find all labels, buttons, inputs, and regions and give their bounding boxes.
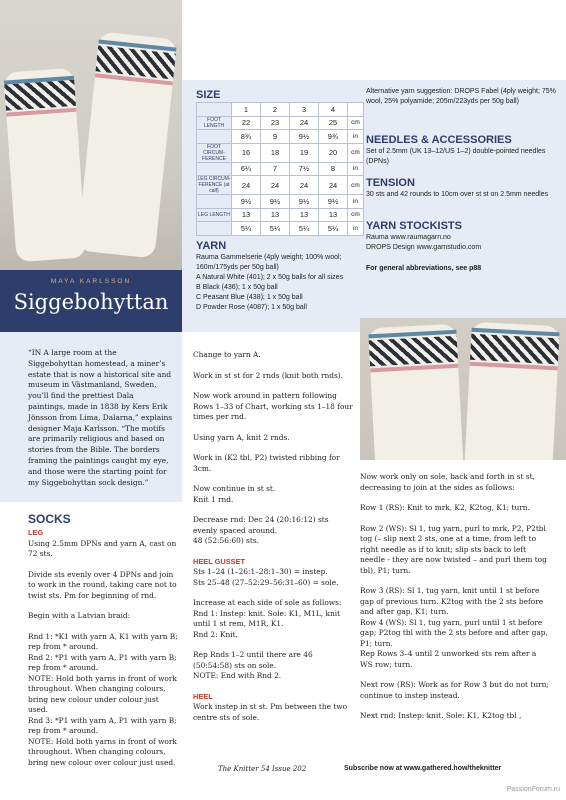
size-unit: cm bbox=[348, 176, 364, 195]
size-row bbox=[197, 162, 364, 176]
size-unit: in bbox=[348, 130, 364, 144]
subscribe-link[interactable]: Subscribe now at www.gathered.how/theknitter bbox=[344, 765, 502, 772]
size-cell: 13 bbox=[232, 208, 261, 222]
paragraph: Work instep in st st. Pm between the two centre sts of sole. bbox=[193, 702, 348, 722]
paragraph: Divide sts evenly over 4 DPNs and join to work in the round, taking care not to twist sts. Pm for beginning of rnd. bbox=[28, 569, 177, 600]
info-panel bbox=[182, 80, 566, 332]
yarn-heading: YARN bbox=[196, 240, 227, 252]
size-cell: 1 bbox=[232, 103, 261, 117]
size-cell: 9½ bbox=[290, 130, 319, 144]
size-row bbox=[197, 130, 364, 144]
size-cell: 24 bbox=[319, 176, 348, 195]
paragraph: NOTE: End with Rnd 2. bbox=[193, 671, 282, 680]
paragraph: Begin with a Latvian braid: bbox=[28, 611, 131, 620]
heel-heading: HEEL bbox=[193, 691, 213, 701]
paragraph: Now continue in st st. bbox=[193, 484, 276, 493]
size-unit: cm bbox=[348, 116, 364, 130]
size-heading: SIZE bbox=[196, 89, 221, 101]
paragraph: Using 2.5mm DPNs and yarn A, cast on 72 sts. bbox=[28, 538, 177, 558]
size-unit bbox=[348, 103, 364, 117]
page-footer bbox=[0, 765, 566, 785]
size-cell: 9 bbox=[261, 130, 290, 144]
paragraph: Knit 1 rnd. bbox=[193, 494, 234, 504]
heel-gusset-heading: HEEL GUSSET bbox=[193, 556, 246, 566]
size-cell: 22 bbox=[232, 116, 261, 130]
paragraph: Rnd 2: Knit. bbox=[193, 629, 238, 639]
size-row-label bbox=[197, 195, 232, 209]
socks-heading: SOCKS bbox=[28, 512, 71, 526]
paragraph: Increase at each side of sole as follows: bbox=[193, 598, 342, 607]
size-cell: 6¼ bbox=[232, 162, 261, 176]
yarn-line: A Natural White (401); 2 x 50g balls for all sizes bbox=[196, 274, 344, 281]
paragraph: Row 2 (WS): Sl 1, tug yarn, purl to mrk, P2, P2tbl tog (– slip next 2 sts, one at a time, from left to right needle as if to knit; slip sts back to left needle - they are now twisted – and purl them tog tbl), P1; turn. bbox=[360, 523, 547, 575]
paragraph: Rep Rnds 1–2 until there are 46 (50:54:58) sts on sole. bbox=[193, 650, 313, 670]
size-cell: 5¼ bbox=[319, 222, 348, 236]
size-cell: 5¼ bbox=[261, 222, 290, 236]
alt-yarn-text: Alternative yarn suggestion: DROPS Fabel (4ply weight; 75% wool, 25% polyamide; 205m/223yds per 50g ball) bbox=[366, 88, 556, 105]
size-row-label bbox=[197, 103, 232, 117]
author-name: MAYA KARLSSON bbox=[50, 278, 132, 285]
size-row-label: FOOT CIRCUM-FERENCE bbox=[197, 143, 232, 162]
size-cell: 13 bbox=[290, 208, 319, 222]
size-row-label: LEG LENGTH bbox=[197, 208, 232, 222]
paragraph: NOTE: Hold both yarns in front of work throughout. When changing colours, bring new colour over colour just used. bbox=[28, 736, 177, 767]
yarn-line: Rauma Gammelserie (4ply weight; 100% wool; 160m/175yds per 50g ball) bbox=[196, 254, 342, 271]
size-unit: in bbox=[348, 195, 364, 209]
yarn-line: C Peasant Blue (438); 1 x 50g ball bbox=[196, 294, 303, 301]
size-row bbox=[197, 195, 364, 209]
size-cell: 9½ bbox=[290, 195, 319, 209]
size-cell: 13 bbox=[319, 208, 348, 222]
paragraph: Rep Rows 3–4 until 2 unworked sts rem after a WS row; turn. bbox=[360, 649, 537, 669]
stockist-line: DROPS Design www.garnstudio.com bbox=[366, 244, 482, 251]
sock-left bbox=[3, 68, 86, 262]
size-cell: 7 bbox=[261, 162, 290, 176]
paragraph: Rnd 1: Instep: knit. Sole: K1, M1L, knit until 1 st rem, M1R, K1. bbox=[193, 608, 341, 628]
paragraph: Work in (K2 tbl, P2) twisted ribbing for 3cm. bbox=[193, 453, 340, 473]
size-table bbox=[196, 102, 364, 236]
paragraph: Sts 25–48 (27–52:29–56:31–60) = sole. bbox=[193, 577, 339, 587]
size-unit: cm bbox=[348, 208, 364, 222]
size-row bbox=[197, 222, 364, 236]
size-row bbox=[197, 116, 364, 130]
sock-photo-right bbox=[360, 318, 566, 460]
size-cell: 8¾ bbox=[232, 130, 261, 144]
size-cell: 16 bbox=[232, 143, 261, 162]
paragraph: Row 4 (WS): Sl 1, tug yarn, purl until 1 st before gap; P2tog tbl with the 2 sts before and after gap, P1; turn. bbox=[360, 617, 548, 648]
size-row-label: LEG CIRCUM-FERENCE (at calf) bbox=[197, 176, 231, 194]
paragraph: Decrease rnd: Dec 24 (20:16:12) sts evenly spaced around. bbox=[193, 515, 329, 535]
size-cell: 9½ bbox=[319, 195, 348, 209]
instructions-column-3 bbox=[360, 472, 550, 732]
size-cell: 5¼ bbox=[232, 222, 261, 236]
size-cell: 9½ bbox=[232, 195, 261, 209]
size-unit: cm bbox=[348, 143, 364, 162]
paragraph: Using yarn A, knit 2 rnds. bbox=[193, 432, 290, 442]
needles-heading: NEEDLES & ACCESSORIES bbox=[366, 134, 512, 146]
stockists-list bbox=[366, 233, 556, 253]
size-row bbox=[197, 103, 364, 117]
size-cell: 13 bbox=[261, 208, 290, 222]
needles-text: Set of 2.5mm (UK 13–12/US 1–2) double-pointed needles (DPNs) bbox=[366, 148, 546, 165]
size-cell: 20 bbox=[319, 143, 348, 162]
instructions-column-2 bbox=[193, 350, 353, 723]
size-row bbox=[197, 143, 364, 162]
paragraph: Row 1 (RS): Knit to mrk, K2, K2tog, K1; turn. bbox=[360, 503, 530, 512]
paragraph: Row 3 (RS): Sl 1, tug yarn, knit until 1 st before gap of previous turn. K2tog with the 2 sts before and after gap, K1; turn. bbox=[360, 586, 544, 616]
size-unit: in bbox=[348, 222, 364, 236]
sock-photo-top bbox=[0, 0, 182, 270]
stockist-line: Rauma www.raumagarn.no bbox=[366, 234, 451, 241]
size-cell: 19 bbox=[290, 143, 319, 162]
size-cell: 18 bbox=[261, 143, 290, 162]
size-cell: 24 bbox=[261, 176, 290, 195]
paragraph: Now work around in pattern following Rows 1–33 of Chart, working sts 1–18 four times per rnd. bbox=[193, 391, 353, 421]
size-row bbox=[197, 176, 364, 195]
paragraph: Next row (RS): Work as for Row 3 but do not turn; continue to instep instead. bbox=[360, 680, 549, 700]
size-unit: in bbox=[348, 162, 364, 176]
paragraph: Rnd 2: *P1 with yarn A, P1 with yarn B; rep from * around. bbox=[28, 652, 177, 672]
instructions-column-1 bbox=[28, 528, 178, 768]
folio: The Knitter 54 Issue 202 bbox=[218, 765, 307, 773]
size-cell: 5¼ bbox=[290, 222, 319, 236]
size-cell: 9¾ bbox=[319, 130, 348, 144]
size-row-label bbox=[197, 162, 232, 176]
paragraph: Rnd 3: *P1 with yarn A, P1 with yarn B; rep from * around. bbox=[28, 715, 177, 735]
title-block bbox=[0, 270, 182, 332]
size-cell: 24 bbox=[290, 176, 319, 195]
stockists-heading: YARN STOCKISTS bbox=[366, 220, 462, 232]
size-cell: 3 bbox=[290, 103, 319, 117]
sock-right bbox=[77, 32, 178, 259]
paragraph: Now work only on sole, back and forth in st st, decreasing to join at the sides as follows: bbox=[360, 472, 535, 492]
watermark: PassionForum.ru bbox=[506, 786, 560, 793]
tension-heading: TENSION bbox=[366, 177, 415, 189]
intro-text: “IN A large room at the Siggebohyttan homestead, a miner’s estate that is now a historical site and museum in Västmanland, Sweden, you’ll find the prettiest Dala paintings, made in 1838 by Kers Erik Jönsson from Lima, Dalarna,” explains designer Maja Karlsson. “The motifs are primarily religious and based on stories from the Bible. The borders framing the paintings caught my eye, and those were the starting point for my Siggebohyttan sock design.” bbox=[0, 332, 182, 502]
paragraph: Rnd 1: *K1 with yarn A, K1 with yarn B; rep from * around. bbox=[28, 631, 178, 651]
pattern-title: Siggebohyttan bbox=[13, 290, 169, 314]
yarn-line: D Powder Rose (4087); 1 x 50g ball bbox=[196, 304, 307, 311]
size-row-label bbox=[197, 130, 232, 144]
leg-heading: LEG bbox=[28, 528, 44, 537]
paragraph: 48 (52:56:60) sts. bbox=[193, 536, 259, 545]
sock-left bbox=[368, 324, 464, 460]
paragraph: Next rnd: Instep: knit. Sole: K1, K2tog tbl , bbox=[360, 711, 522, 720]
size-cell: 4 bbox=[319, 103, 348, 117]
size-cell: 24 bbox=[232, 176, 261, 195]
tension-text: 30 sts and 42 rounds to 10cm over st st on 2.5mm needles bbox=[366, 191, 549, 198]
size-row-label bbox=[197, 222, 232, 236]
size-cell: 8 bbox=[319, 162, 348, 176]
size-cell: 25 bbox=[319, 116, 348, 130]
size-cell: 24 bbox=[290, 116, 319, 130]
paragraph: Change to yarn A. bbox=[193, 350, 261, 359]
size-cell: 7½ bbox=[290, 162, 319, 176]
paragraph: Work in st st for 2 rnds (knit both rnds). bbox=[193, 370, 343, 380]
yarn-list bbox=[196, 253, 366, 313]
size-row bbox=[197, 208, 364, 222]
abbreviations-note: For general abbreviations, see p88 bbox=[366, 265, 482, 272]
size-cell: 9½ bbox=[261, 195, 290, 209]
yarn-line: B Black (436); 1 x 50g ball bbox=[196, 284, 278, 291]
sock-right bbox=[464, 322, 560, 460]
size-cell: 23 bbox=[261, 116, 290, 130]
size-row-label: FOOT LENGTH bbox=[197, 116, 232, 130]
paragraph: NOTE: Hold both yarns in front of work throughout. When changing colours, bring new colour under colour just used. bbox=[28, 673, 177, 714]
size-cell: 2 bbox=[261, 103, 290, 117]
paragraph: Sts 1–24 (1–26:1–28:1–30) = instep. bbox=[193, 567, 328, 576]
